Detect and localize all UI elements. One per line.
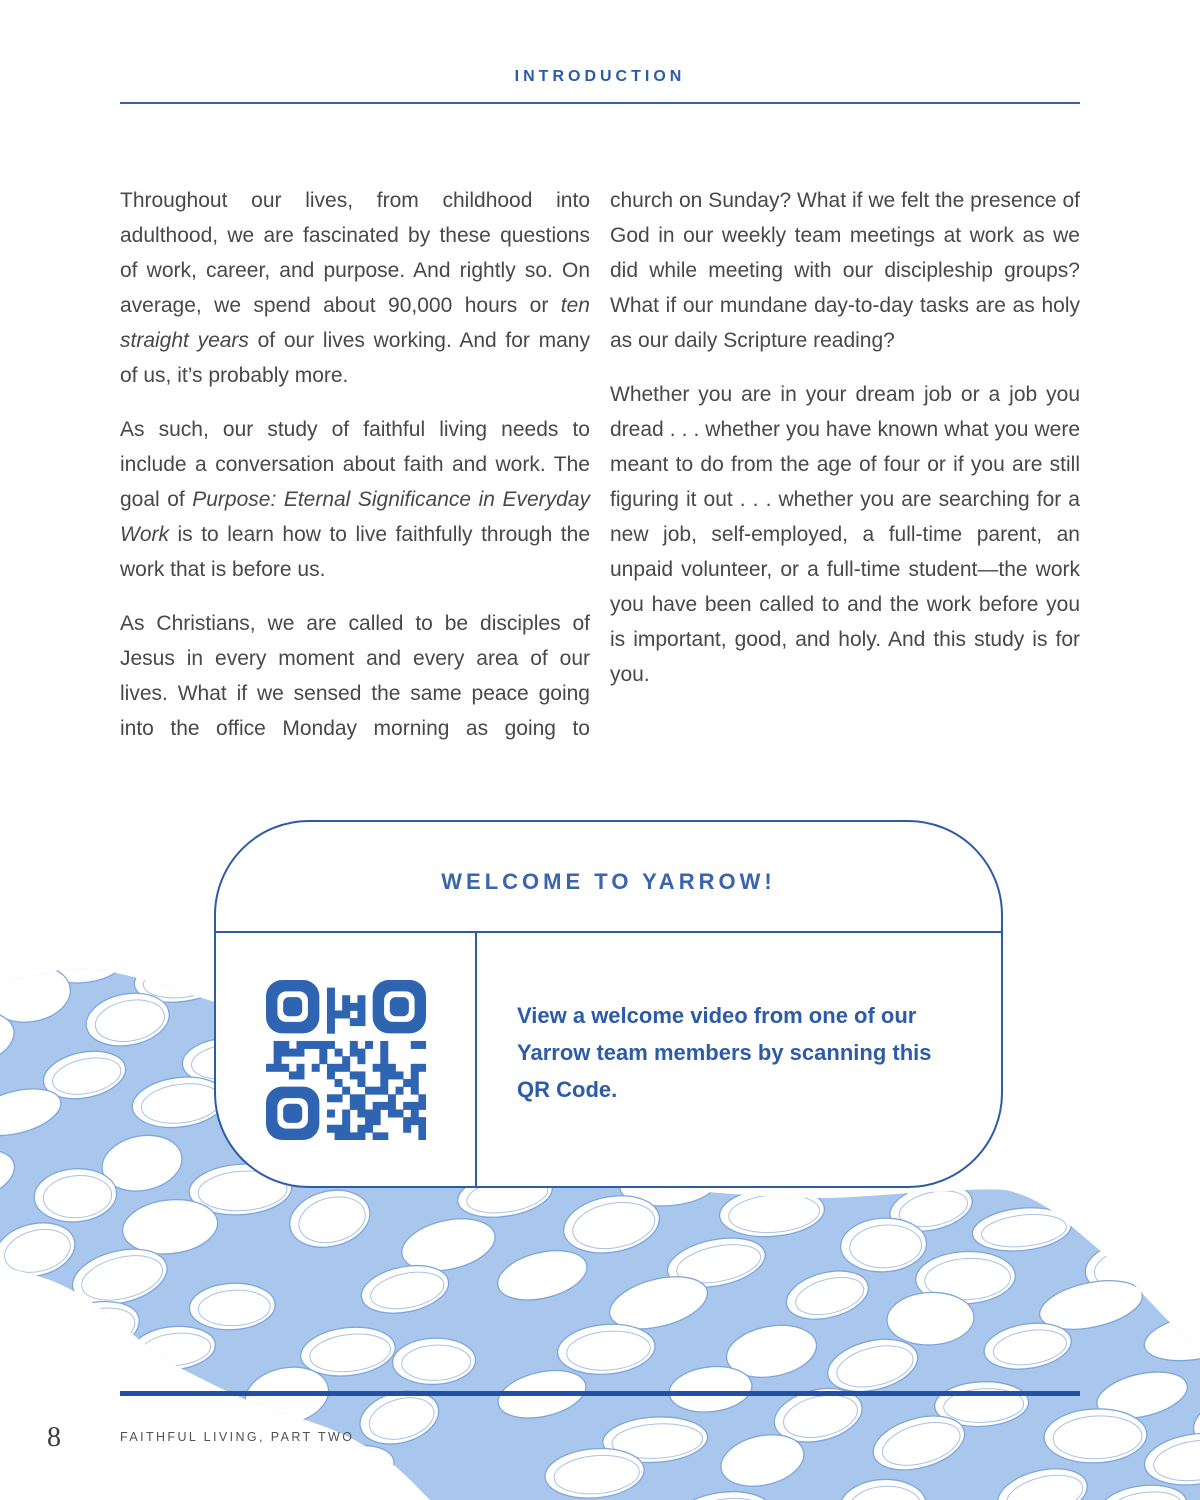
header-divider <box>120 102 1080 104</box>
paragraph <box>120 183 590 393</box>
text: church on Sunday? What if we felt the presence of God in our weekly team meetings at work as we did while meeting with our discipleship groups? What if our mundane day-to-day tasks are as holy as our daily Scripture reading? <box>610 189 1080 352</box>
footer-book-title: FAITHFUL LIVING, PART TWO <box>120 1430 355 1444</box>
italic-text: Purpose: Eternal Significance in Everyday Work <box>120 488 591 546</box>
text: As Christians, we are called to be disciples of Jesus in every moment and every area of our lives. What if we sensed the same peace going into the office Monday morning as going to <box>120 612 590 740</box>
text: of our lives working. And for many of us, it’s probably more. <box>120 329 590 387</box>
callout-title: WELCOME TO YARROW! <box>441 868 776 894</box>
welcome-callout-box <box>214 820 1003 1188</box>
text: Whether you are in your dream job or a job you dread . . . whether you have known what you were meant to do from the age of four or if you are still figuring it out . . . whether you are searching for a new job, self-employed, a full-time parent, an unpaid volunteer, or a full-time student—the work you have been called to and the work before you is important, good, and holy. And this study is for you. <box>610 383 1080 686</box>
callout-content <box>216 933 1001 1186</box>
text: As such, our study of faithful living needs to include a conversation about faith and work. The goal of <box>120 418 590 511</box>
callout-body-text: View a welcome video from one of our Yarrow team members by scanning this QR Code. <box>517 1003 932 1102</box>
page-header-title: INTRODUCTION <box>514 68 686 85</box>
text: is to learn how to live faithfully through the work that is before us. <box>120 523 590 581</box>
italic-text: ten straight years <box>120 294 590 352</box>
footer-divider <box>120 1391 1080 1396</box>
callout-titlebar <box>216 822 1001 933</box>
qr-cell <box>216 933 477 1186</box>
right-column <box>610 183 1080 711</box>
paragraph <box>120 412 590 587</box>
left-column <box>120 183 590 765</box>
page-number: 8 <box>47 1422 61 1453</box>
callout-text-cell <box>477 933 1001 1186</box>
paragraph <box>610 377 1080 692</box>
paragraph <box>610 183 1080 358</box>
text: Throughout our lives, from childhood into adulthood, we are fascinated by these questions of work, career, and purpose. And rightly so. On average, we spend about 90,000 hours or <box>120 189 590 317</box>
paragraph <box>120 606 590 746</box>
qr-code-icon <box>266 980 426 1140</box>
